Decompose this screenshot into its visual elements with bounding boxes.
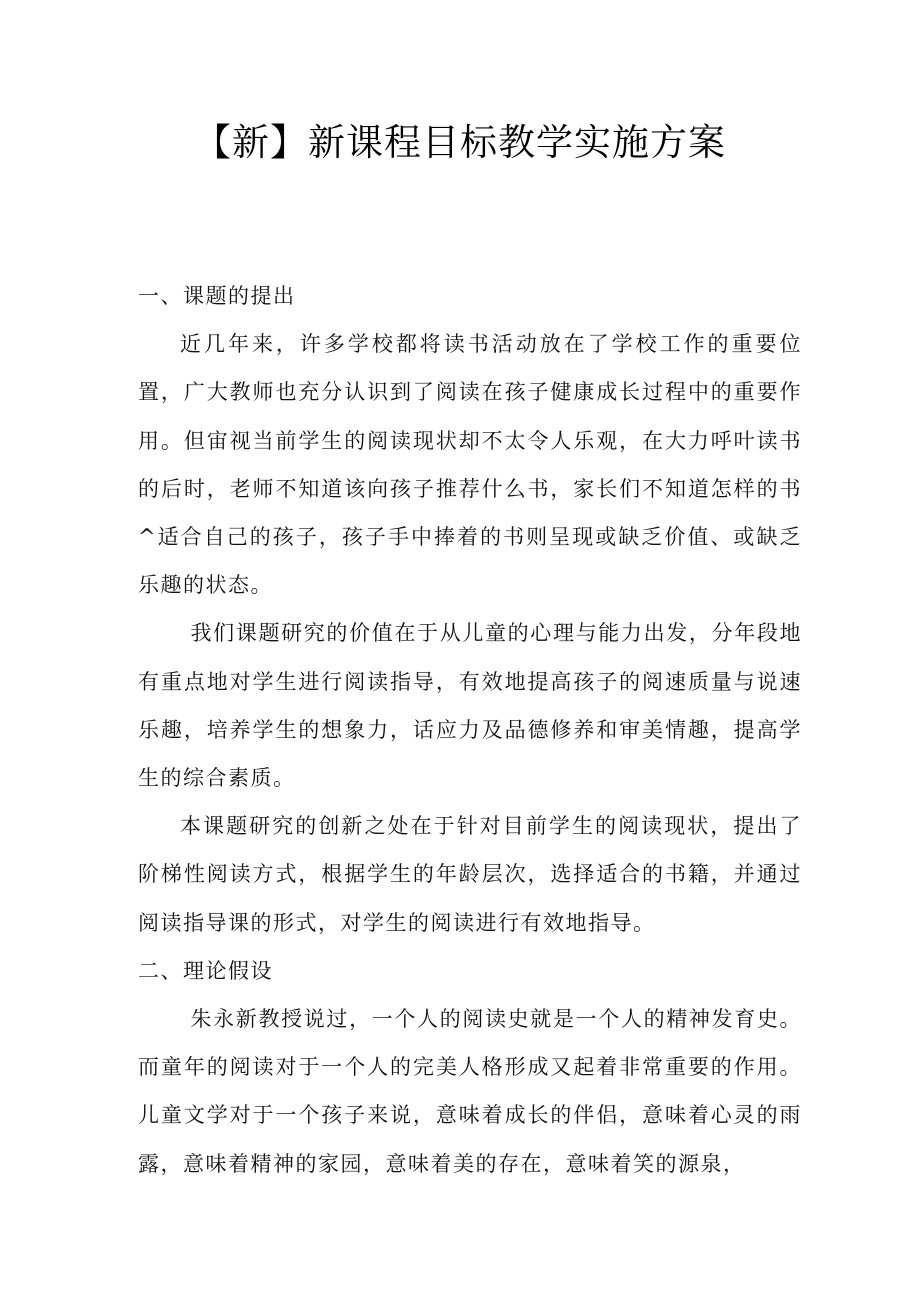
section-heading-topic-proposal: 一、课题的提出 [138,284,296,308]
paragraph-theory: 朱永新教授说过，一个人的阅读史就是一个人的精神发育史。而童年的阅读对于一个人的完美人格形成又起着非常重要的作用。儿童文学对于一个孩子来说，意味着成长的伴侣，意味着心灵的雨露，意味着精神的家园，意味着美的存在，意味着笑的源泉， [138,1007,802,1176]
document-body [138,272,802,1188]
paragraph-background: 近几年来，许多学校都将读书活动放在了学校工作的重要位置，广大教师也充分认识到了阅读在孩子健康成长过程中的重要作用。但宙视当前学生的阅读现状却不太令人乐观，在大力呼叶读书的后时，老师不知道该向孩子推荐什么书，家长们不知道怎样的书^适合自己的孩子，孩子手中捧着的书则呈现或缺乏价值、或缺乏乐趣的状态。 [138,332,802,598]
paragraph-research-value: 我们课题研究的价值在于从儿童的心理与能力出发，分年段地有重点地对学生进行阅读指导，有效地提高孩子的阅速质量与说速乐趣，培养学生的想象力，话应力及品德修养和审美情趣，提高学生的综合素质。 [138,621,802,791]
section-heading-theoretical-hypothesis: 二、理论假设 [138,958,273,983]
paragraph-innovation: 本课题研究的创新之处在于针对目前学生的阅读现状，提出了阶梯性阅读方式，根据学生的年龄层次，选择适合的书籍，并通过阅读指导课的形式，对学生的阅读进行有效地指导。 [138,814,802,935]
document-title: 【新】新课程目标教学实施方案 [194,121,726,164]
